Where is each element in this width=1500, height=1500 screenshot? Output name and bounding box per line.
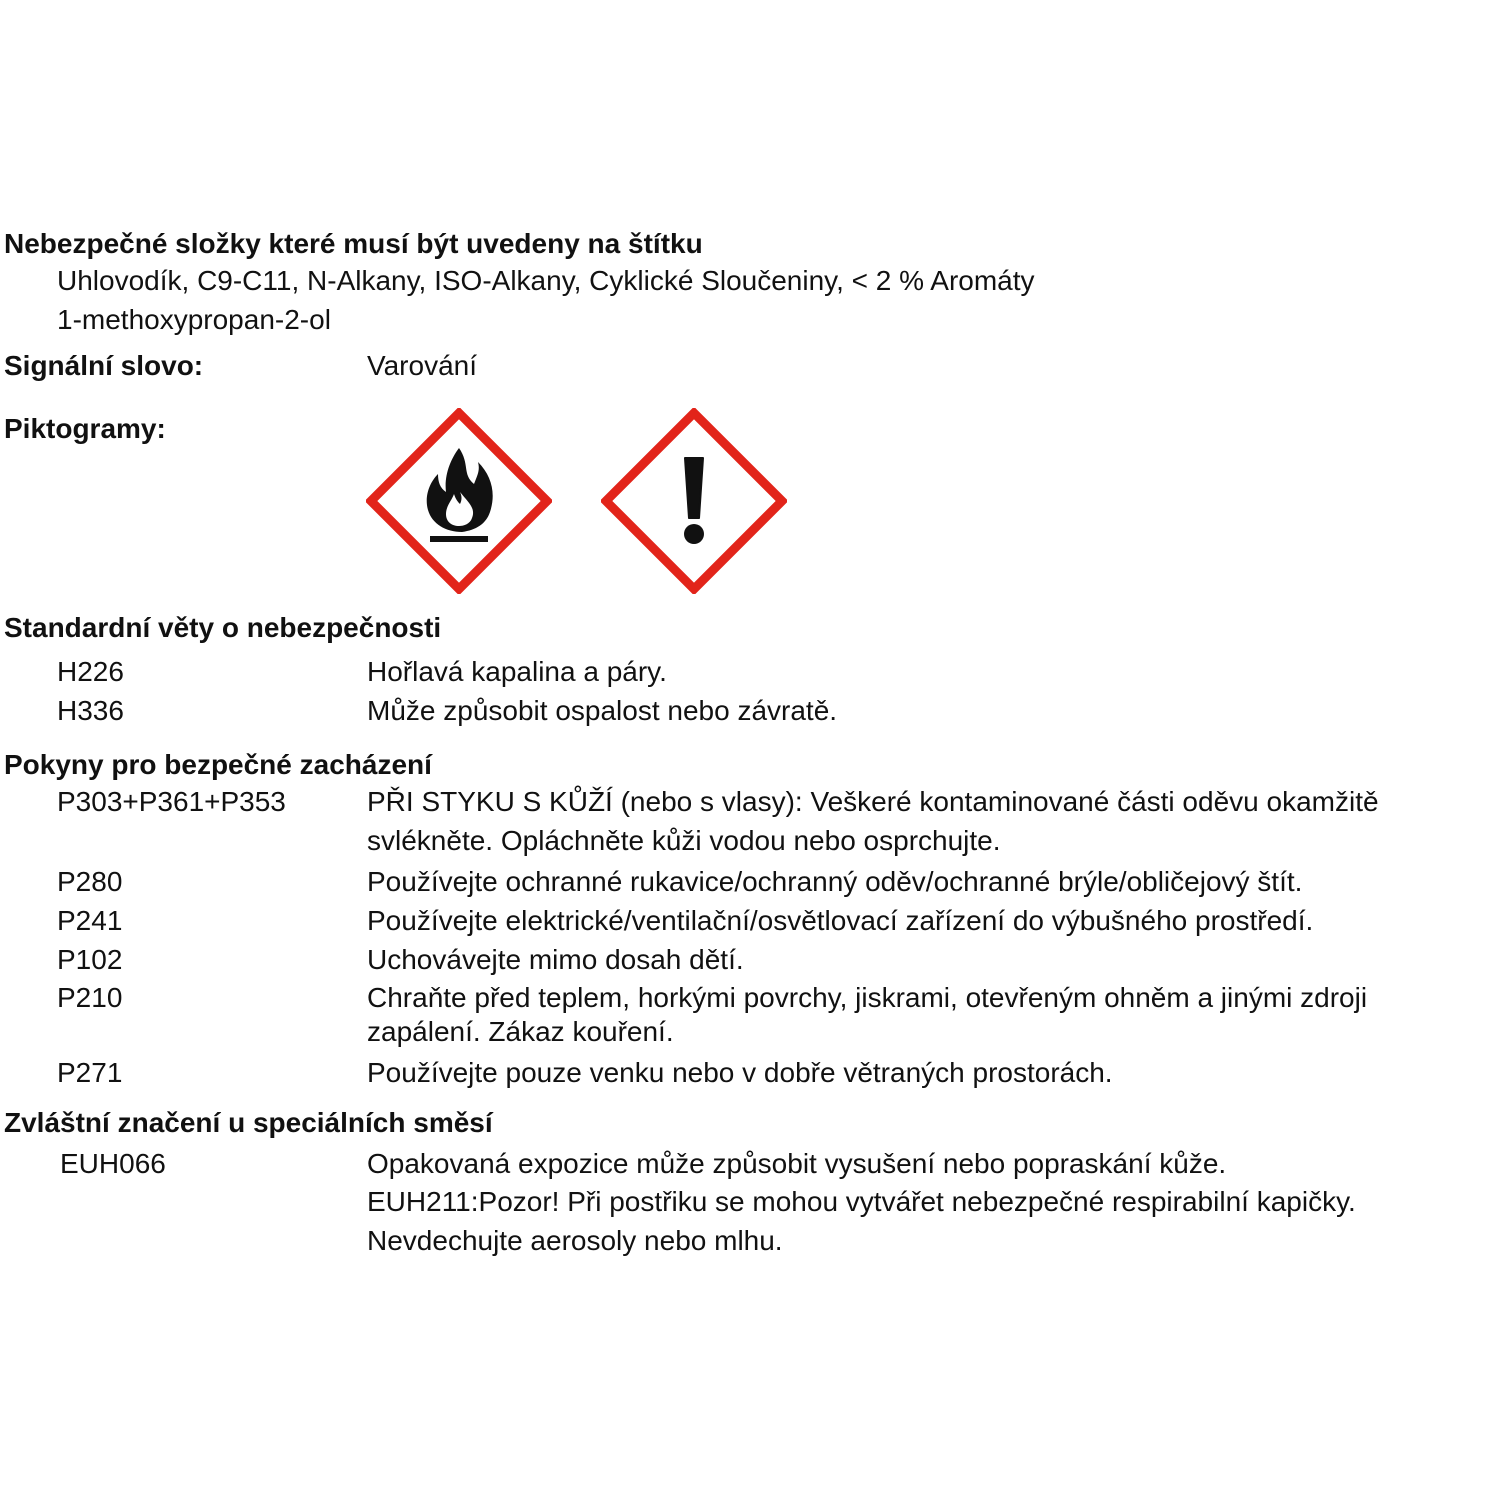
hazard-statements-heading: Standardní věty o nebezpečnosti: [4, 612, 442, 643]
precautionary-statement-code: P102: [57, 944, 123, 975]
precautionary-statement-text: Používejte elektrické/ventilační/osvětlovací zařízení do výbušného prostředí.: [367, 905, 1314, 936]
precautionary-statement-text: Uchovávejte mimo dosah dětí.: [367, 944, 744, 975]
precautionary-statement-text: svlékněte. Opláchněte kůži vodou nebo osprchujte.: [367, 825, 1001, 856]
precautionary-statement-text: Chraňte před teplem, horkými povrchy, jiskrami, otevřeným ohněm a jinými zdroji: [367, 982, 1368, 1013]
precautionary-statement-code: P271: [57, 1057, 123, 1088]
hazard-statement-text: Může způsobit ospalost nebo závratě.: [367, 695, 838, 726]
special-labelling-text: Nevdechujte aerosoly nebo mlhu.: [367, 1225, 783, 1256]
special-labelling-text: EUH211:Pozor! Při postřiku se mohou vytvářet nebezpečné respirabilní kapičky.: [367, 1186, 1356, 1217]
special-labelling-code: EUH066: [60, 1148, 166, 1179]
flame-icon: [366, 408, 552, 594]
hazard-statement-code: H226: [57, 656, 124, 687]
precautionary-statement-code: P280: [57, 866, 123, 897]
signal-word-value: Varování: [367, 350, 477, 381]
precautionary-statement-code: P241: [57, 905, 123, 936]
special-labelling-heading: Zvláštní značení u speciálních směsí: [4, 1107, 493, 1138]
hazard-statement-text: Hořlavá kapalina a páry.: [367, 656, 667, 687]
precautionary-statement-text: zapálení. Zákaz kouření.: [367, 1016, 674, 1047]
hazard-statement-code: H336: [57, 695, 124, 726]
precautionary-statement-text: Používejte ochranné rukavice/ochranný oděv/ochranné brýle/obličejový štít.: [367, 866, 1303, 897]
hazardous-component-item: Uhlovodík, C9-C11, N-Alkany, ISO-Alkany, Cyklické Sloučeniny, < 2 % Aromáty: [57, 265, 1035, 296]
exclamation-mark-icon: [601, 408, 787, 594]
precautionary-statements-heading: Pokyny pro bezpečné zacházení: [4, 749, 432, 780]
precautionary-statement-code: P303+P361+P353: [57, 786, 286, 817]
precautionary-statement-text: Používejte pouze venku nebo v dobře větraných prostorách.: [367, 1057, 1113, 1088]
signal-word-label: Signální slovo:: [4, 350, 204, 381]
precautionary-statement-text: PŘI STYKU S KŮŽÍ (nebo s vlasy): Veškeré kontaminované části oděvu okamžitě: [367, 786, 1379, 817]
special-labelling-text: Opakovaná expozice může způsobit vysušení nebo popraskání kůže.: [367, 1148, 1227, 1179]
hazardous-components-heading: Nebezpečné složky které musí být uvedeny na štítku: [4, 228, 703, 259]
precautionary-statement-code: P210: [57, 982, 123, 1013]
pictograms-label: Piktogramy:: [4, 413, 166, 444]
hazardous-component-item: 1-methoxypropan-2-ol: [57, 304, 331, 335]
